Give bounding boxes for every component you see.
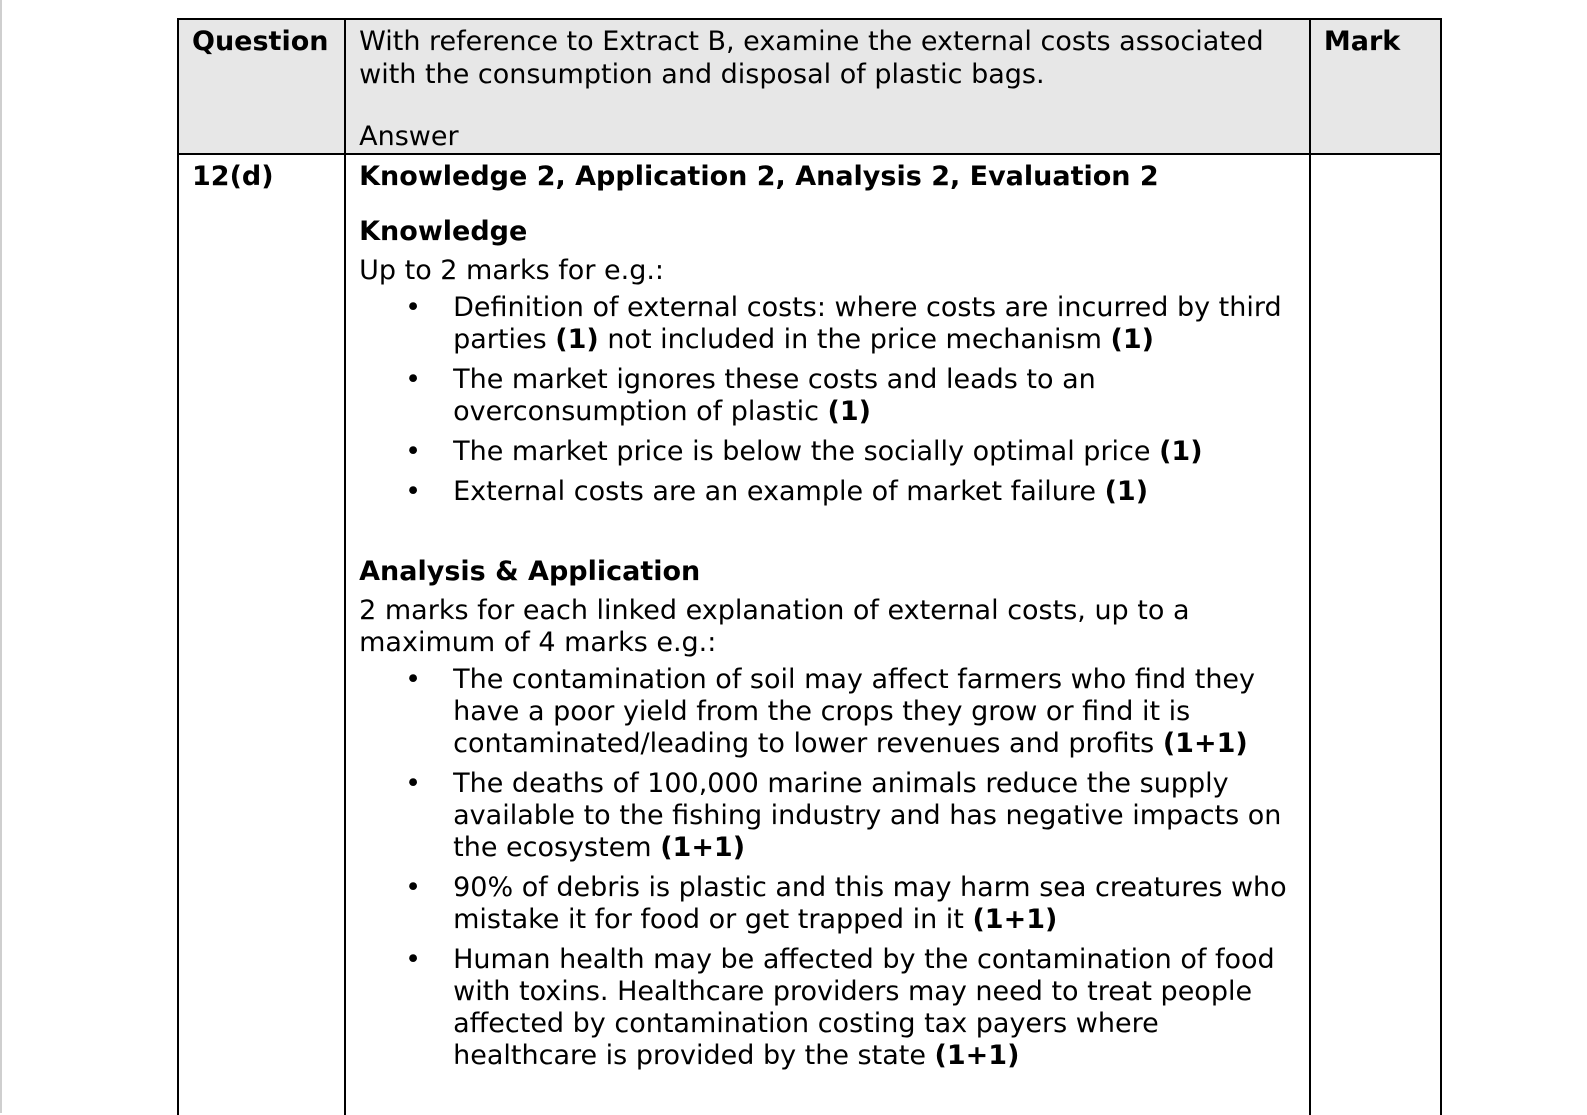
page-left-edge — [0, 0, 2, 1113]
mark-allocation: (1) — [555, 324, 599, 355]
bullet-item — [359, 476, 1295, 508]
analysis-bullet-list — [359, 664, 1295, 1072]
analysis-heading: Analysis & Application — [359, 556, 701, 587]
bullet-dot-icon: • — [405, 872, 422, 903]
bullet-text: The market ignores these costs and leads to an overconsumption of plastic — [453, 364, 1096, 427]
bullet-text: The contamination of soil may affect farmers who find they have a poor yield from the crops they grow or find it is contaminated/leading to lower revenues and profits — [453, 664, 1256, 759]
bullet-dot-icon: • — [405, 944, 422, 975]
mark-allocation: (1+1) — [934, 1040, 1020, 1071]
answer-row — [178, 154, 1441, 1115]
bullet-item — [359, 664, 1295, 760]
bullet-text: not included in the price mechanism — [598, 324, 1111, 355]
bullet-item — [359, 768, 1295, 864]
mark-allocation: (1+1) — [972, 904, 1058, 935]
bullet-dot-icon: • — [405, 436, 422, 467]
question-number: 12(d) — [192, 161, 274, 192]
question-label: Question — [192, 26, 329, 57]
bullet-item — [359, 872, 1295, 936]
knowledge-bullet-list — [359, 292, 1295, 508]
mark-label: Mark — [1323, 26, 1401, 57]
analysis-intro: 2 marks for each linked explanation of external costs, up to a maximum of 4 marks e.g.: — [359, 595, 1190, 658]
bullet-text: The deaths of 100,000 marine animals reduce the supply available to the fishing industry and has negative impacts on the ecosystem — [453, 768, 1282, 863]
marks-summary: Knowledge 2, Application 2, Analysis 2, Evaluation 2 — [359, 161, 1159, 192]
bullet-item — [359, 944, 1295, 1072]
mark-allocation: (1) — [1104, 476, 1149, 507]
mark-allocation: (1) — [827, 396, 871, 427]
bullet-text: External costs are an example of market failure — [453, 476, 1105, 507]
bullet-dot-icon: • — [405, 664, 422, 695]
bullet-text: The market price is below the socially optimal price — [453, 436, 1160, 467]
bullet-dot-icon: • — [405, 292, 422, 323]
mark-allocation: (1+1) — [660, 832, 746, 863]
answer-label: Answer — [359, 121, 459, 152]
mark-header-cell — [1310, 19, 1441, 154]
bullet-item — [359, 292, 1295, 356]
bullet-text: 90% of debris is plastic and this may harm sea creatures who mistake it for food or get trapped in it — [453, 872, 1287, 935]
knowledge-heading: Knowledge — [359, 216, 528, 247]
mark-scheme-table — [177, 18, 1442, 1115]
bullet-text: Definition of external costs: where costs are incurred by third parties — [453, 292, 1282, 355]
mark-allocation: (1) — [1110, 324, 1154, 355]
bullet-text: Human health may be affected by the contamination of food with toxins. Healthcare providers may need to treat people affected by contamination costing tax payers where healthcare is provided by the state — [453, 944, 1275, 1071]
question-number-cell — [178, 154, 345, 1115]
question-text-cell — [345, 19, 1310, 154]
bullet-dot-icon: • — [405, 364, 422, 395]
answer-content-cell — [345, 154, 1310, 1115]
bullet-item — [359, 364, 1295, 428]
bullet-dot-icon: • — [405, 768, 422, 799]
header-row — [178, 19, 1441, 154]
question-text: With reference to Extract B, examine the external costs associated with the consumption and disposal of plastic bags. — [359, 26, 1264, 90]
mark-allocation: (1+1) — [1162, 728, 1248, 759]
mark-allocation: (1) — [1159, 436, 1203, 467]
question-header-cell — [178, 19, 345, 154]
bullet-dot-icon: • — [405, 476, 422, 507]
bullet-item — [359, 436, 1295, 468]
knowledge-intro: Up to 2 marks for e.g.: — [359, 255, 665, 286]
mark-cell — [1310, 154, 1441, 1115]
